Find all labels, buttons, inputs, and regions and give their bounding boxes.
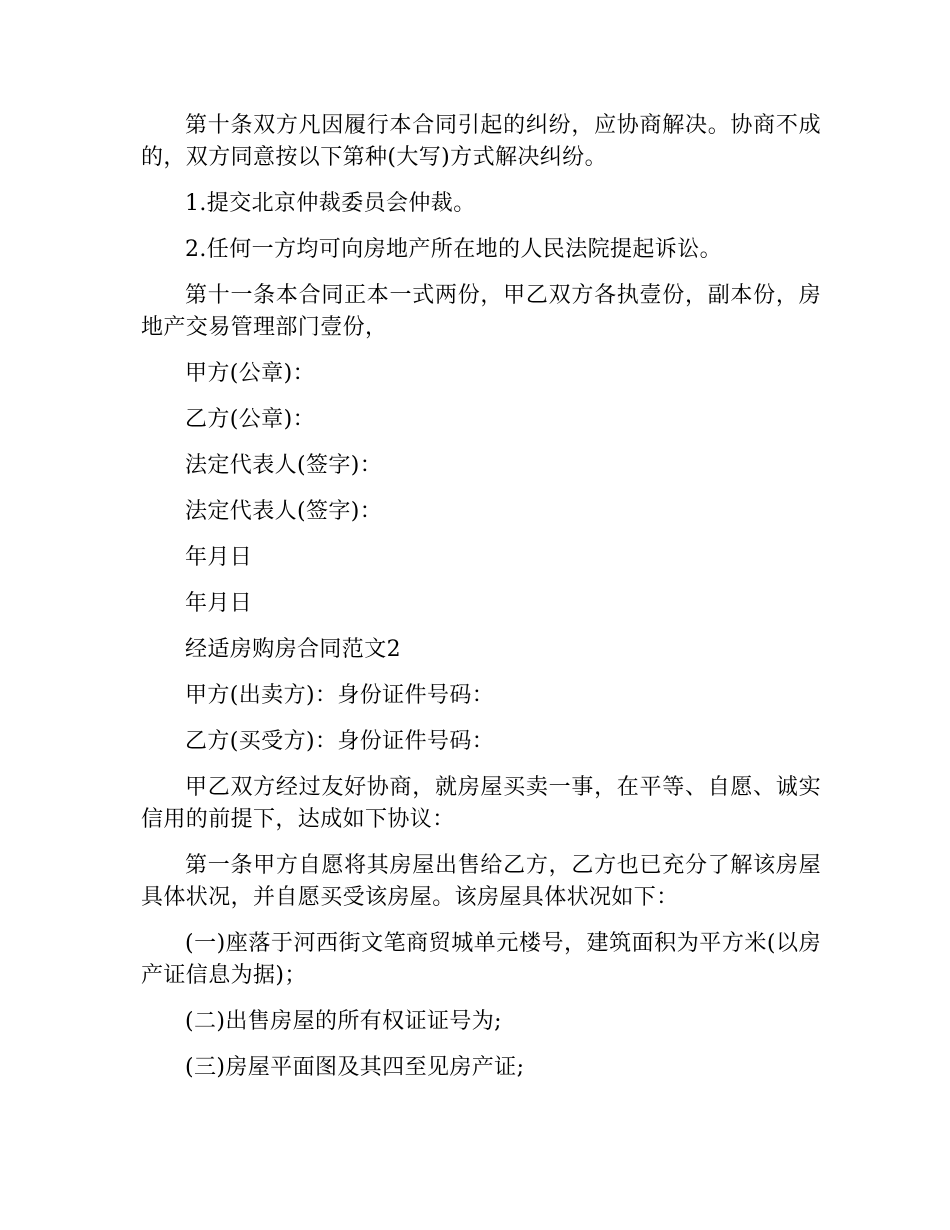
date-line-a: 年月日 bbox=[185, 545, 253, 570]
clause-10-dispute: 第十条双方凡因履行本合同引起的纠纷，应协商解决。协商不成的，双方同意按以下第种(大写)方式解决纠纷。 bbox=[141, 113, 821, 170]
party-a-seller: 甲方(出卖方)：身份证件号码： bbox=[185, 683, 495, 708]
document-page bbox=[141, 110, 821, 1098]
party-a-seal: 甲方(公章)： bbox=[185, 361, 315, 386]
legal-rep-signature-b: 法定代表人(签字)： bbox=[185, 499, 383, 524]
preamble: 甲乙双方经过友好协商，就房屋买卖一事，在平等、自愿、诚实信用的前提下，达成如下协议： bbox=[141, 775, 821, 832]
option-arbitration: 1.提交北京仲裁委员会仲裁。 bbox=[185, 191, 476, 216]
section-heading: 经适房购房合同范文2 bbox=[185, 637, 401, 662]
party-b-seal: 乙方(公章)： bbox=[185, 407, 315, 432]
item-2-certificate: (二)出售房屋的所有权证证号为; bbox=[185, 1009, 502, 1034]
party-b-buyer: 乙方(买受方)：身份证件号码： bbox=[185, 729, 495, 754]
legal-rep-signature-a: 法定代表人(签字)： bbox=[185, 453, 383, 478]
option-litigation: 2.任何一方均可向房地产所在地的人民法院提起诉讼。 bbox=[185, 237, 722, 262]
item-3-floorplan: (三)房屋平面图及其四至见房产证; bbox=[185, 1055, 525, 1080]
clause-11-copies: 第十一条本合同正本一式两份，甲乙双方各执壹份，副本份，房地产交易管理部门壹份， bbox=[141, 283, 821, 340]
clause-1: 第一条甲方自愿将其房屋出售给乙方，乙方也已充分了解该房屋具体状况，并自愿买受该房屋。该房屋具体状况如下： bbox=[141, 853, 821, 910]
date-line-b: 年月日 bbox=[185, 591, 253, 616]
item-1-location: (一)座落于河西街文笔商贸城单元楼号，建筑面积为平方米(以房产证信息为据)； bbox=[141, 931, 821, 988]
